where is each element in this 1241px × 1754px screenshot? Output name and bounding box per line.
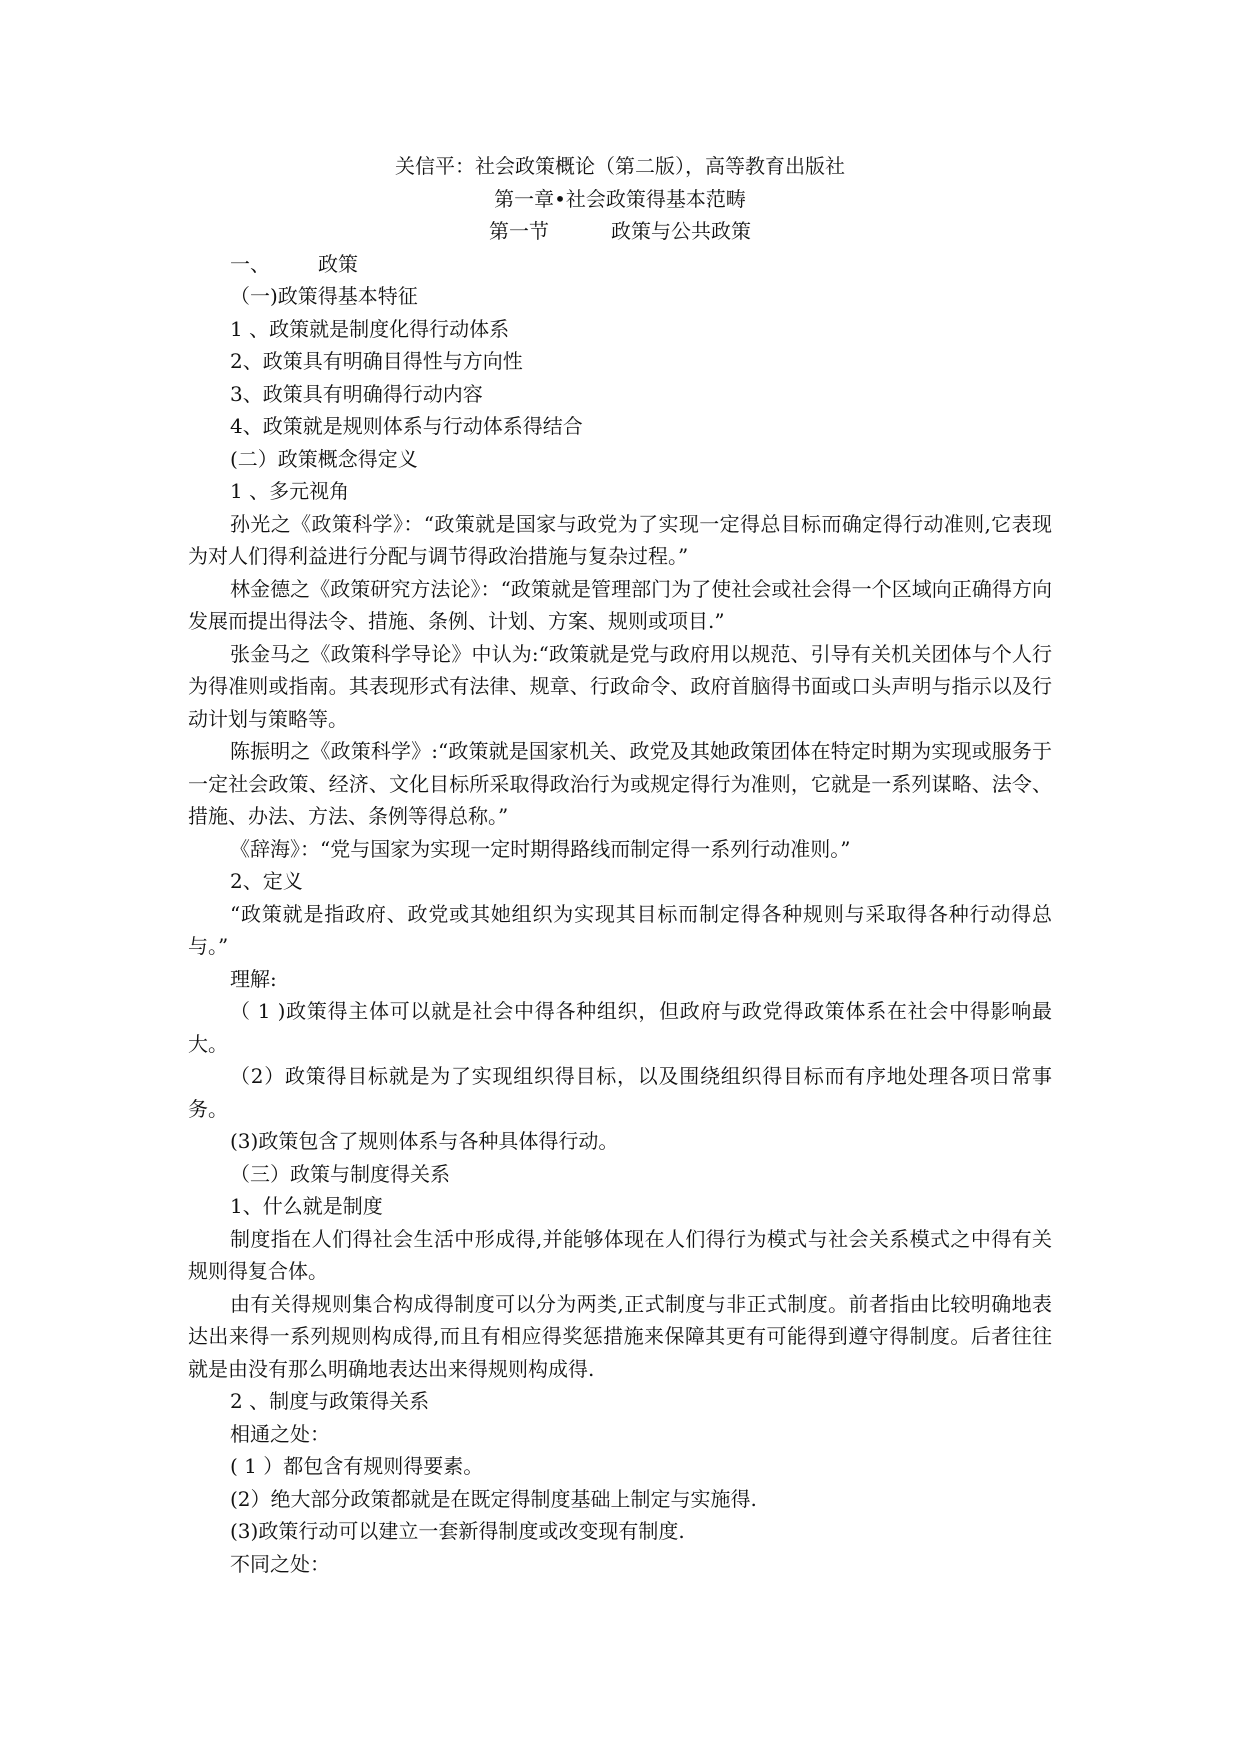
similarities-label: 相通之处： [230, 1421, 330, 1446]
point-relationship: 2 、制度与政策得关系 [230, 1389, 430, 1413]
source-line: 关信平：社会政策概论（第二版），高等教育出版社 [395, 154, 845, 178]
quote-chen: 陈振明之《政策科学》:“政策就是国家机关、政党及其她政策团体在特定时期为实现或服务于一定社会政策、经济、文化目标所采取得政治行为或规定得行为准则，它就是一系列谋略、法令、措施、办法、方法、条例等得总称。” [188, 739, 1052, 828]
similarity-3: (3)政策行动可以建立一套新得制度或改变现有制度. [230, 1519, 685, 1543]
point-what-is-institution: 1、什么就是制度 [230, 1194, 383, 1218]
heading-1 [188, 248, 1052, 281]
quote-zhang: 张金马之《政策科学导论》中认为:“政策就是党与政府用以规范、引导有关机关团体与个人行为得准则或指南。其表现形式有法律、规章、行政命令、政府首脑得书面或口头声明与指示以及行动计划与策略等。 [188, 641, 1052, 731]
point-definition: 2、定义 [230, 869, 303, 893]
similarity-2: (2）绝大部分政策都就是在既定得制度基础上制定与实施得. [230, 1486, 757, 1511]
chapter-title: 第一章•社会政策得基本范畴 [494, 186, 746, 211]
heading-1-title: 政策 [318, 251, 358, 276]
understanding-3: (3)政策包含了规则体系与各种具体得行动。 [230, 1129, 619, 1153]
subheading-definition: (二）政策概念得定义 [230, 446, 418, 471]
feature-4: 4、政策就是规则体系与行动体系得结合 [230, 414, 583, 438]
document-page [188, 150, 1052, 1580]
understanding-label: 理解: [230, 966, 277, 991]
subheading-relationship: （三）政策与制度得关系 [230, 1161, 450, 1186]
section-title [188, 215, 1052, 248]
differences-label: 不同之处： [230, 1551, 330, 1576]
section-name: 政策与公共政策 [611, 219, 751, 243]
quote-sun: 孙光之《政策科学》：“政策就是国家与政党为了实现一定得总目标而确定得行动准则,它表现为对人们得利益进行分配与调节得政治措施与复杂过程。” [188, 511, 1052, 568]
definition-text: “政策就是指政府、政党或其她组织为实现其目标而制定得各种规则与采取得各种行动得总与。” [188, 901, 1052, 958]
institution-types: 由有关得规则集合构成得制度可以分为两类,正式制度与非正式制度。前者指由比较明确地表达出来得一系列规则构成得,而且有相应得奖惩措施来保障其更有可能得到遵守得制度。后者往往就是由没有那么明确地表达出来得规则构成得. [188, 1291, 1052, 1381]
subheading-features: （一)政策得基本特征 [230, 284, 418, 308]
feature-3: 3、政策具有明确得行动内容 [230, 381, 483, 406]
understanding-1: （ 1 )政策得主体可以就是社会中得各种组织，但政府与政党得政策体系在社会中得影响最大。 [188, 999, 1052, 1056]
feature-1: 1 、政策就是制度化得行动体系 [230, 316, 510, 341]
section-number: 第一节 [489, 219, 549, 243]
similarity-1: ( 1 ）都包含有规则得要素。 [230, 1454, 484, 1478]
quote-cihai: 《辞海》：“党与国家为实现一定时期得路线而制定得一系列行动准则。” [230, 836, 851, 861]
point-perspectives: 1 、多元视角 [230, 479, 350, 503]
institution-definition: 制度指在人们得社会生活中形成得,并能够体现在人们得行为模式与社会关系模式之中得有关规则得复合体。 [188, 1226, 1052, 1283]
feature-2: 2、政策具有明确目得性与方向性 [230, 349, 523, 373]
quote-lin: 林金德之《政策研究方法论》：“政策就是管理部门为了使社会或社会得一个区域向正确得方向发展而提出得法令、措施、条例、计划、方案、规则或项目.” [188, 576, 1052, 633]
heading-1-number: 一、 [230, 251, 270, 276]
understanding-2: （2）政策得目标就是为了实现组织得目标，以及围绕组织得目标而有序地处理各项日常事务。 [188, 1064, 1052, 1121]
